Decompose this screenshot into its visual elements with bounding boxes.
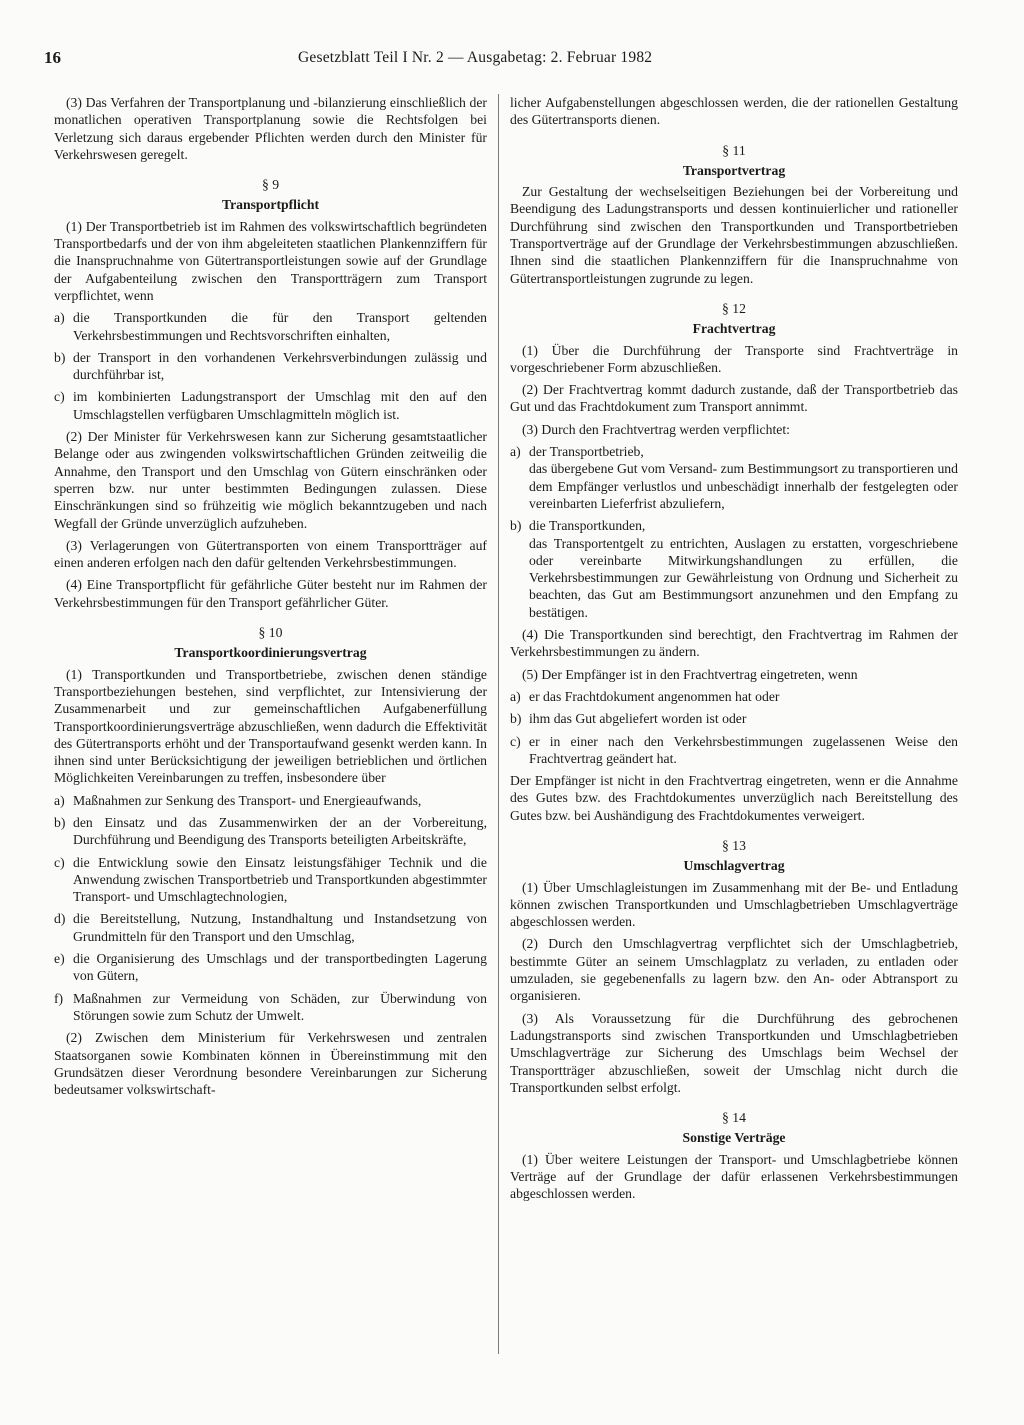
section-number: § 9 <box>261 177 280 193</box>
list-label: e) <box>54 951 65 967</box>
list-text: er in einer nach den Verkehrsbestimmungen zugelassenen Weise den Frachtvertrag geändert hat. <box>529 733 958 766</box>
paragraph: (4) Eine Transportpflicht für gefährliche Güter besteht nur im Rahmen der Verkehrsbestimmungen für den Transport gefährlicher Güter. <box>54 577 487 610</box>
list-label: f) <box>54 990 64 1006</box>
list-label: b) <box>54 814 66 830</box>
list-item <box>54 950 487 985</box>
section-title: Sonstige Verträge <box>682 1130 786 1146</box>
list-text: Maßnahmen zur Vermeidung von Schäden, zur Überwindung von Störungen sowie zum Schutz der Umwelt. <box>73 990 487 1023</box>
list-item <box>54 854 487 906</box>
list-item <box>510 688 958 705</box>
list-text: das Transportentgelt zu entrichten, Auslagen zu erstatten, vorgeschriebene oder vereinbarte Mitwirkungshandlungen zu erfüllen, die Verkehrsbestimmungen zur Gewährleistung von Ordnung und Sicherheit zu beachten, das Gut am Bestimmungsort anzunehmen und den Empfang zu bestätigen. <box>529 535 958 620</box>
gazette-title: Gesetzblatt Teil I Nr. 2 — Ausgabetag: 2. Februar 1982 <box>298 49 653 66</box>
list-item <box>54 990 487 1025</box>
list-text: im kombinierten Ladungstransport der Umschlag mit den auf den Umschlagstellen verfügbaren Umschlagmitteln möglich ist. <box>73 389 487 422</box>
list-text: die Transportkunden die für den Transport geltenden Verkehrsbestimmungen und Rechtsvorschriften einhalten, <box>73 310 487 343</box>
paragraph: (2) Durch den Umschlagvertrag verpflichtet sich der Umschlagbetrieb, bestimmte Güter an seinem Umschlagplatz zu verladen, zu entladen oder umzuladen, sie gegebenenfalls zu lagern bzw. den An- oder Abtransport zu organisieren. <box>510 936 958 1004</box>
list-label: a) <box>54 792 65 808</box>
list-text: Maßnahmen zur Senkung des Transport- und Energieaufwands, <box>73 792 422 808</box>
section-number: § 11 <box>722 142 746 158</box>
section-number: § 14 <box>722 1110 746 1126</box>
paragraph: (2) Zwischen dem Ministerium für Verkehrswesen und zentralen Staatsorganen sowie Kombinaten können in Übereinstimmung mit den Grundsätzen dieser Verordnung besondere Vereinbarungen zur Sicherung bedeutsamer volkswirtschaft- <box>54 1030 487 1098</box>
list-heading: der Transportbetrieb, <box>529 444 644 460</box>
paragraph: (1) Der Transportbetrieb ist im Rahmen des volkswirtschaftlich begründeten Transportbedarfs und der von ihm abgeleiteten staatlichen Plankennziffern für die Inanspruchnahme von Gütertransportleistungen sowie auf der Grundlage der Aufgabenteilung zwischen den Transportträgern zum Transport verpflichtet, wenn <box>54 218 487 303</box>
left-column <box>54 94 487 1103</box>
list-item <box>54 814 487 849</box>
section-title: Transportvertrag <box>682 162 786 178</box>
section-number: § 13 <box>722 837 746 853</box>
paragraph: (3) Das Verfahren der Transportplanung und -bilanzierung einschließlich der monatlichen operativen Transportplanung sowie die Rechtsfolgen bei Verletzung sich daraus ergebender Pflichten werden durch den Minister für Verkehrswesen geregelt. <box>54 95 487 162</box>
list-item <box>54 349 487 384</box>
list-label: b) <box>510 711 522 727</box>
paragraph: (2) Der Frachtvertrag kommt dadurch zustande, daß der Transportbetrieb das Gut und das Frachtdokument zum Transport annimmt. <box>510 382 958 415</box>
paragraph: licher Aufgabenstellungen abgeschlossen werden, die der rationellen Gestaltung des Gütertransports dienen. <box>510 95 958 128</box>
list-item <box>54 388 487 423</box>
list-text: der Transport in den vorhandenen Verkehrsverbindungen zulässig und durchführbar ist, <box>73 349 487 383</box>
paragraph: (3) Verlagerungen von Gütertransporten von einem Transportträger auf einen anderen erfolgen nach den dafür geltenden Verkehrsbestimmungen. <box>54 537 487 571</box>
list-text: die Organisierung des Umschlags und der transportbedingten Lagerung von Gütern, <box>73 951 487 984</box>
list-item <box>510 733 958 768</box>
paragraph: (1) Transportkunden und Transportbetriebe, zwischen denen ständige Transportbeziehungen bestehen, sind verpflichtet, zur Intensivierung der Zusammenarbeit und zur gemeinschaftlichen Aufgabenerfüllung Transportkoordinierungsverträge abzuschließen, wenn dadurch die Effektivität des Gütertransports erhöht und der Transportaufwand gesenkt werden kann. In ihnen sind unter Berücksichtigung der jeweiligen betrieblichen und örtlichen Möglichkeiten Vereinbarungen zu treffen, insbesondere über <box>54 666 487 786</box>
section-number: § 12 <box>722 300 746 316</box>
paragraph: (2) Der Minister für Verkehrswesen kann zur Sicherung gesamtstaatlicher Belange oder aus zwingenden volkswirtschaftlichen Gründen zeitweilig die Annahme, den Transport und den Umschlag von Gütern einschränken oder sperren bzw. nur unter bestimmten Bedingungen zulassen. Diese Einschränkungen sind so frühzeitig wie möglich bekanntzugeben und nach Wegfall der Gründe unverzüglich aufzuheben. <box>54 429 487 531</box>
list-text: ihm das Gut abgeliefert worden ist oder <box>529 711 747 727</box>
list-label: a) <box>510 688 521 704</box>
list-heading: die Transportkunden, <box>529 518 646 534</box>
section-title: Umschlagvertrag <box>683 858 785 874</box>
page-header <box>44 48 724 74</box>
list-text: die Entwicklung sowie den Einsatz leistungsfähiger Technik und die Anwendung zwischen Transportbetrieb und Transportkunden abgestimmter Transport- und Umschlagtechnologien, <box>73 854 487 905</box>
list-label: c) <box>54 854 65 870</box>
list-label: c) <box>510 733 521 749</box>
list-text: das übergebene Gut vom Versand- zum Bestimmungsort zu transportieren und dem Empfänger verlustlos und unbeschädigt innerhalb der festgelegten oder vereinbarten Lieferfrist abzuliefern, <box>529 461 958 511</box>
paragraph: (1) Über die Durchführung der Transporte sind Frachtverträge in vorgeschriebener Form abzuschließen. <box>510 342 958 375</box>
list-item <box>54 792 487 809</box>
section-number: § 10 <box>258 625 283 641</box>
section-title: Transportkoordinierungsvertrag <box>174 645 367 661</box>
list-label: b) <box>54 349 66 365</box>
paragraph: Zur Gestaltung der wechselseitigen Beziehungen bei der Vorbereitung und Beendigung des Ladungstransports und dessen kontinuierlicher und rationeller Durchführung sind zwischen den Transportkunden und Transportbetrieben Transportverträge auf der Grundlage der Verkehrsbestimmungen abzuschließen. Ihnen sind die staatlichen Plankennziffern für die Inanspruchnahme von Gütertransportleistungen zugrunde zu legen. <box>510 184 958 286</box>
list-item <box>510 710 958 727</box>
paragraph: (3) Als Voraussetzung für die Durchführung des gebrochenen Ladungstransports sind zwischen Transportkunden und Umschlagbetrieben Umschlagverträge zur Sicherung des Umschlags beim Wechsel der Transportträger abzuschließen, soweit der Umschlag nicht durch die Transportkunden selbst erfolgt. <box>510 1010 958 1095</box>
list-text: die Bereitstellung, Nutzung, Instandhaltung und Instandsetzung von Grundmitteln für den Transport und den Umschlag, <box>73 911 487 944</box>
list-label: a) <box>510 444 521 460</box>
paragraph: (1) Über Umschlagleistungen im Zusammenhang mit der Be- und Entladung können zwischen Transportkunden und Umschlagbetrieben Umschlagverträge abgeschlossen werden. <box>510 879 958 930</box>
list-text: den Einsatz und das Zusammenwirken der an der Vorbereitung, Durchführung und Beendigung des Transports beteiligten Arbeitskräfte, <box>73 814 487 848</box>
list-item <box>510 517 958 621</box>
section-title: Frachtvertrag <box>692 321 776 337</box>
paragraph: Der Empfänger ist nicht in den Frachtvertrag eingetreten, wenn er die Annahme des Gutes bzw. des Frachtdokumentes unverzüglich nach Bereitstellung des Gutes bzw. bei Aushändigung des Frachtdokumentes verweigert. <box>510 773 958 823</box>
list-item <box>54 910 487 945</box>
page-number: 16 <box>44 48 61 67</box>
paragraph: (3) Durch den Frachtvertrag werden verpflichtet: <box>522 421 790 437</box>
list-item <box>54 309 487 344</box>
list-item <box>510 443 958 512</box>
paragraph: (4) Die Transportkunden sind berechtigt, den Frachtvertrag im Rahmen der Verkehrsbestimmungen zu ändern. <box>510 627 958 660</box>
list-label: c) <box>54 389 65 405</box>
paragraph: (5) Der Empfänger ist in den Frachtvertrag eingetreten, wenn <box>522 666 858 682</box>
column-divider <box>498 94 499 1354</box>
list-label: b) <box>510 518 522 534</box>
right-column <box>510 94 958 1208</box>
list-label: a) <box>54 310 65 326</box>
paragraph: (1) Über weitere Leistungen der Transport- und Umschlagbetriebe können Verträge auf der Grundlage der dafür erlassenen Verkehrsbestimmungen abgeschlossen werden. <box>510 1151 958 1202</box>
list-text: er das Frachtdokument angenommen hat oder <box>529 688 780 704</box>
section-title: Transportpflicht <box>221 197 320 213</box>
list-label: d) <box>54 911 66 927</box>
